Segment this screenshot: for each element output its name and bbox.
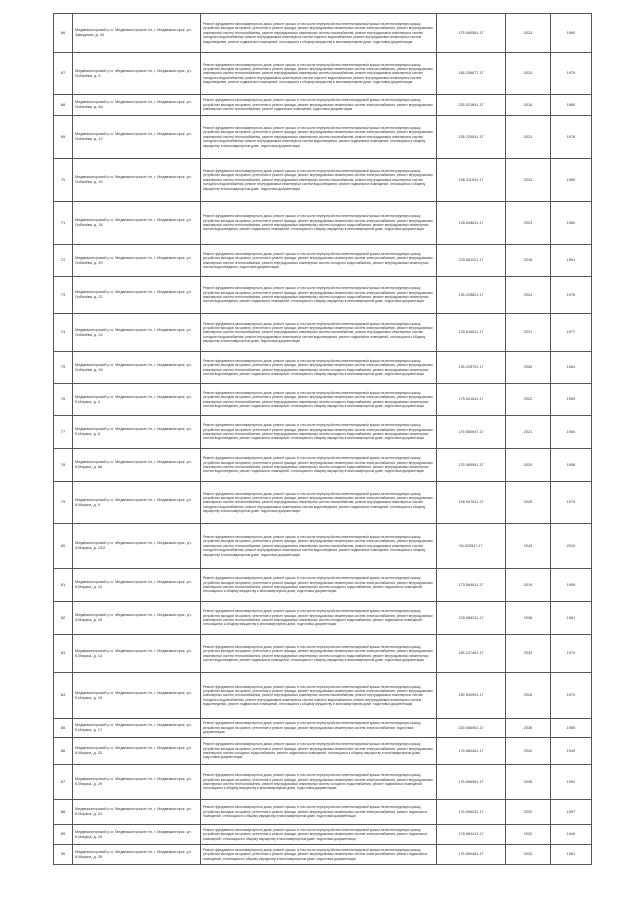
row-year-built: 1949 — [551, 738, 592, 765]
row-address: Медвежьегорский р-н, Медвежьегорское г/п, г. Медвежьегорск, ул. К.Маркса, д. 20 — [73, 738, 201, 765]
table-row — [54, 352, 592, 384]
table-row — [54, 673, 592, 719]
row-amount: 225 561101.17 — [437, 245, 506, 277]
table-row — [54, 416, 592, 449]
row-works: Ремонт фундамента многоквартирного дома, ремонт крыши, в том числе переустройство невентилируемой крыши на вентилируемую крышу, устройство выходов на кровлю, утепление и ремонт фасада, ремонт внутридомовых инженерных систем электроснабжения, ремонт внутридомовых инженерных систем холодного водоснабжения, ремонт подвальных помещений, относящихся к общему имуществу в многоквартирном доме, подготовка документации — [201, 738, 437, 765]
row-number: 81 — [54, 569, 73, 602]
row-number: 76 — [54, 384, 73, 416]
row-number: 84 — [54, 673, 73, 719]
row-number: 71 — [54, 202, 73, 245]
row-works: Ремонт фундамента многоквартирного дома, ремонт крыши, в том числе переустройство невентилируемой крыши на вентилируемую крышу, устройство выходов на кровлю, утепление и ремонт фасада, ремонт внутридомовых инженерных систем электроснабжения, ремонт внутридомовых инженерных систем теплоснабжения, ремонт внутридомовых инженерных систем холодного водоснабжения, ремонт подвальных помещений, относящихся к общему имуществу в многоквартирном доме, подготовка документации — [201, 602, 437, 635]
row-address: Медвежьегорский р-н, Медвежьегорское г/п, г. Медвежьегорск, ул. К.Маркса, д. 15 — [73, 602, 201, 635]
row-amount: 176 660461.17 — [437, 738, 506, 765]
row-amount: 225 521841.17 — [437, 95, 506, 116]
row-number: 85 — [54, 719, 73, 738]
row-address: Медвежьегорский р-н, Медвежьегорское г/п, г. Медвежьегорск, ул. К.Маркса, д. 31 — [73, 800, 201, 825]
row-amount: 176 660411.17 — [437, 825, 506, 845]
row-year-plan: 2036 — [506, 602, 551, 635]
table-row — [54, 635, 592, 673]
row-number: 73 — [54, 277, 73, 314]
table-row — [54, 602, 592, 635]
table-row — [54, 482, 592, 524]
row-address: Медвежьегорский р-н, Медвежьегорское г/п, г. Медвежьегорск, ул. Лобачёва, д. 24 — [73, 314, 201, 352]
row-year-plan: 2043 — [506, 524, 551, 569]
row-works: Ремонт фундамента многоквартирного дома, ремонт крыши, в том числе переустройство невентилируемой крыши на вентилируемую крышу, устройство выходов на кровлю, утепление и ремонт фасада, ремонт внутридомовых инженерных систем электроснабжения, ремонт внутридомовых инженерных систем теплоснабжения, ремонт внутридомовых инженерных систем холодного водоснабжения, ремонт подвальных помещений, относящихся к общему имуществу в многоквартирном доме, подготовка документации — [201, 765, 437, 800]
row-works: Ремонт фундамента многоквартирного дома, ремонт крыши, в том числе переустройство невентилируемой крыши на вентилируемую крышу, устройство выходов на кровлю, утепление и ремонт фасада, ремонт внутридомовых инженерных систем электроснабжения, ремонт внутридомовых инженерных систем теплоснабжения, ремонт внутридомовых инженерных систем газоснабжения, ремонт внутридомовых инженерных систем холодного водоснабжения, ремонт внутридомовых инженерных систем водоотведения, ремонт подвальных помещений, относящихся к общему имуществу в многоквартирном доме, подготовка документации — [201, 524, 437, 569]
row-number: 90 — [54, 845, 73, 865]
row-works: Ремонт фундамента многоквартирного дома, ремонт крыши, в том числе переустройство невентилируемой крыши на вентилируемую крышу, устройство выходов на кровлю, утепление и ремонт фасада, ремонт внутридомовых инженерных систем электроснабжения, ремонт внутридомовых инженерных систем теплоснабжения, ремонт внутридомовых инженерных систем газоснабжения, ремонт внутридомовых инженерных систем холодного водоснабжения, ремонт внутридомовых инженерных систем водоотведения, ремонт подвальных помещений, относящихся к общему имуществу в многоквартирном доме, подготовка документации — [201, 116, 437, 159]
row-number: 68 — [54, 95, 73, 116]
document-page — [53, 13, 591, 865]
row-number: 69 — [54, 116, 73, 159]
row-address: Медвежьегорский р-н, Медвежьегорское г/п, г. Медвежьегорск, ул. К.Маркса, д. 14 — [73, 635, 201, 673]
row-year-plan: 2020 — [506, 845, 551, 865]
row-works: Ремонт фундамента многоквартирного дома, ремонт крыши, в том числе переустройство невентилируемой крыши на вентилируемую крышу, устройство выходов на кровлю, утепление и ремонт фасада, ремонт внутридомовых инженерных систем электроснабжения, ремонт внутридомовых инженерных систем теплоснабжения, ремонт внутридомовых инженерных систем газоснабжения, ремонт внутридомовых инженерных систем холодного водоснабжения, ремонт внутридомовых инженерных систем водоотведения, ремонт подвальных помещений, относящихся к общему имуществу в многоквартирном доме, подготовка документации — [201, 159, 437, 202]
table-body — [54, 14, 592, 865]
row-address: Медвежьегорский р-н, Медвежьегорское г/п, г. Медвежьегорск, ул. Лобачёва, д. 22 — [73, 277, 201, 314]
row-year-plan: 2016 — [506, 95, 551, 116]
row-works: Ремонт фундамента многоквартирного дома, ремонт крыши, в том числе переустройство невентилируемой крыши на вентилируемую крышу, устройство выходов на кровлю, утепление и ремонт фасада, ремонт внутридомовых инженерных систем электроснабжения, ремонт внутридомовых инженерных систем теплоснабжения, ремонт внутридомовых инженерных систем холодного водоснабжения, ремонт внутридомовых инженерных систем водоотведения, подготовка документации — [201, 245, 437, 277]
row-year-built: 1964 — [551, 352, 592, 384]
row-number: 80 — [54, 524, 73, 569]
row-number: 87 — [54, 765, 73, 800]
table-row — [54, 53, 592, 95]
row-works: Ремонт фундамента многоквартирного дома, ремонт крыши, в том числе переустройство невентилируемой крыши на вентилируемую крышу, устройство выходов на кровлю, утепление и ремонт фасада, ремонт внутридомовых инженерных систем электроснабжения, ремонт внутридомовых инженерных систем теплоснабжения, ремонт внутридомовых инженерных систем холодного водоснабжения, ремонт внутридомовых инженерных систем водоотведения, ремонт подвальных помещений, относящихся к общему имуществу в многоквартирном доме, подготовка документации — [201, 277, 437, 314]
row-number: 77 — [54, 416, 73, 449]
row-year-plan: 2021 — [506, 116, 551, 159]
row-address: Медвежьегорский р-н, Медвежьегорское г/п, г. Медвежьегорск, ул. К.Маркса, д. 8а — [73, 449, 201, 482]
row-address: Медвежьегорский р-н, Медвежьегорское г/п, г. Медвежьегорск, ул. К.Маркса, д. 29 — [73, 765, 201, 800]
row-amount: 225 656061.17 — [437, 719, 506, 738]
row-year-built: 2013 — [551, 524, 592, 569]
row-year-built: 1976 — [551, 277, 592, 314]
row-address: Медвежьегорский р-н, Медвежьегорское г/п, г. Медвежьегорск, ул. К.Маркса, д. 17 — [73, 719, 201, 738]
row-number: 74 — [54, 314, 73, 352]
row-year-built: 1975 — [551, 482, 592, 524]
row-year-plan: 2040 — [506, 738, 551, 765]
row-amount: 175 564611.17 — [437, 569, 506, 602]
table-row — [54, 116, 592, 159]
row-works: Ремонт фундамента многоквартирного дома, ремонт крыши, в том числе переустройство невентилируемой крыши на вентилируемую крышу, устройство выходов на кровлю, утепление и ремонт фасада, ремонт внутридомовых инженерных систем электроснабжения, ремонт внутридомовых инженерных систем теплоснабжения, ремонт внутридомовых инженерных систем газоснабжения, ремонт внутридомовых инженерных систем холодного водоснабжения, ремонт внутридомовых инженерных систем водоотведения, ремонт подвальных помещений, относящихся к общему имуществу в многоквартирном доме, подготовка документации — [201, 482, 437, 524]
row-amount: 176 656961.17 — [437, 765, 506, 800]
row-number: 79 — [54, 482, 73, 524]
row-address: Медвежьегорский р-н, Медвежьегорское г/п, г. Медвежьегорск, ул. Заводская, д. 30 — [73, 14, 201, 53]
row-number: 83 — [54, 635, 73, 673]
row-amount: 175 541611.17 — [437, 384, 506, 416]
row-year-built: 1960 — [551, 202, 592, 245]
row-amount: 155 547611.17 — [437, 482, 506, 524]
row-address: Медвежьегорский р-н, Медвежьегорское г/п, г. Медвежьегорск, ул. К.Маркса, д. 4 — [73, 384, 201, 416]
row-amount: 135 225041.17 — [437, 116, 506, 159]
row-works: Ремонт фундамента многоквартирного дома, ремонт крыши, в том числе переустройство невентилируемой крыши на вентилируемую крышу, устройство выходов на кровлю, утепление и ремонт фасада, ремонт внутридомовых инженерных систем электроснабжения, ремонт подвальных помещений, относящихся к общему имуществу в многоквартирном доме, подготовка документации — [201, 800, 437, 825]
row-amount: 155 227461.17 — [437, 635, 506, 673]
row-works: Ремонт фундамента многоквартирного дома, ремонт крыши, в том числе переустройство невентилируемой крыши на вентилируемую крышу, устройство выходов на кровлю, утепление и ремонт фасада, ремонт внутридомовых инженерных систем электроснабжения, подготовка документации — [201, 719, 437, 738]
table-row — [54, 825, 592, 845]
row-number: 89 — [54, 825, 73, 845]
row-works: Ремонт фундамента многоквартирного дома, ремонт крыши, в том числе переустройство невентилируемой крыши на вентилируемую крышу, устройство выходов на кровлю, утепление и ремонт фасада, ремонт внутридомовых инженерных систем электроснабжения, ремонт внутридомовых инженерных систем теплоснабжения, ремонт внутридомовых инженерных систем газоснабжения, ремонт внутридомовых инженерных систем холодного водоснабжения, ремонт внутридомовых инженерных систем водоотведения, ремонт подвальных помещений, относящихся к общему имуществу в многоквартирном доме, подготовка документации — [201, 314, 437, 352]
table-row — [54, 719, 592, 738]
table-row — [54, 95, 592, 116]
row-year-plan: 2021 — [506, 416, 551, 449]
row-amount: 225 656211.17 — [437, 602, 506, 635]
row-number: 66 — [54, 14, 73, 53]
row-number: 72 — [54, 245, 73, 277]
row-address: Медвежьегорский р-н, Медвежьегорское г/п, г. Медвежьегорск, ул. Лобачёва, д. 16 — [73, 159, 201, 202]
row-year-plan: 2036 — [506, 719, 551, 738]
row-year-built: 1960 — [551, 14, 592, 53]
row-amount: 155 540901.17 — [437, 673, 506, 719]
row-works: Ремонт фундамента многоквартирного дома, ремонт крыши, в том числе переустройство невентилируемой крыши на вентилируемую крышу, устройство выходов на кровлю, утепление и ремонт фасада, ремонт внутридомовых инженерных систем электроснабжения, ремонт внутридомовых инженерных систем теплоснабжения, ремонт подвальных помещений, подготовка документации — [201, 95, 437, 116]
table-row — [54, 524, 592, 569]
row-year-built: 1961 — [551, 245, 592, 277]
row-address: Медвежьегорский р-н, Медвежьегорское г/п, г. Медвежьегорск, ул. Лобачёва, д. 20 — [73, 245, 201, 277]
row-address: Медвежьегорский р-н, Медвежьегорское г/п, г. Медвежьегорск, ул. К.Маркса, д. 12 — [73, 569, 201, 602]
row-number: 86 — [54, 738, 73, 765]
row-number: 75 — [54, 352, 73, 384]
row-works: Ремонт фундамента многоквартирного дома, ремонт крыши, в том числе переустройство невентилируемой крыши на вентилируемую крышу, устройство выходов на кровлю, утепление и ремонт фасада, ремонт внутридомовых инженерных систем электроснабжения, ремонт внутридомовых инженерных систем теплоснабжения, ремонт внутридомовых инженерных систем холодного водоснабжения, ремонт внутридомовых инженерных систем водоотведения, ремонт подвальных помещений, относящихся к общему имуществу в многоквартирном доме, подготовка документации — [201, 635, 437, 673]
row-year-built: 1974 — [551, 635, 592, 673]
row-works: Ремонт фундамента многоквартирного дома, ремонт крыши, в том числе переустройство невентилируемой крыши на вентилируемую крышу, устройство выходов на кровлю, утепление и ремонт фасада, ремонт внутридомовых инженерных систем электроснабжения, ремонт внутридомовых инженерных систем теплоснабжения, ремонт внутридомовых инженерных систем холодного водоснабжения, ремонт внутридомовых инженерных систем водоотведения, ремонт подвальных помещений, относящихся к общему имуществу в многоквартирном доме, подготовка документации — [201, 202, 437, 245]
row-year-built: 1959 — [551, 569, 592, 602]
row-works: Ремонт фундамента многоквартирного дома, ремонт крыши, в том числе переустройство невентилируемой крыши на вентилируемую крышу, устройство выходов на кровлю, утепление и ремонт фасада, ремонт внутридомовых инженерных систем электроснабжения, ремонт внутридомовых инженерных систем теплоснабжения, ремонт внутридомовых инженерных систем холодного водоснабжения, ремонт подвальных помещений, относящихся к общему имуществу в многоквартирном доме, подготовка документации — [201, 569, 437, 602]
row-year-built: 1981 — [551, 602, 592, 635]
row-amount: 05 520547.17 — [437, 524, 506, 569]
table-row — [54, 314, 592, 352]
row-year-plan: 2020 — [506, 825, 551, 845]
row-amount: 135 616611.17 — [437, 314, 506, 352]
row-year-plan: 2033 — [506, 635, 551, 673]
row-address: Медвежьегорский р-н, Медвежьегорское г/п, г. Медвежьегорск, ул. К.Маркса, д. 10/2 — [73, 524, 201, 569]
row-year-built: 1980 — [551, 719, 592, 738]
row-year-plan: 2023 — [506, 14, 551, 53]
table-row — [54, 765, 592, 800]
row-amount: 156 236677.17 — [437, 53, 506, 95]
row-year-plan: 2019 — [506, 569, 551, 602]
row-address: Медвежьегорский р-н, Медвежьегорское г/п, г. Медвежьегорск, ул. Лобачёва, д. 12 — [73, 116, 201, 159]
row-year-built: 1957 — [551, 800, 592, 825]
row-address: Медвежьегорский р-н, Медвежьегорское г/п, г. Медвежьегорск, ул. К.Маркса, д. 9 — [73, 482, 201, 524]
row-works: Ремонт фундамента многоквартирного дома, ремонт крыши, в том числе переустройство невентилируемой крыши на вентилируемую крышу, устройство выходов на кровлю, утепление и ремонт фасада, ремонт внутридомовых инженерных систем электроснабжения, ремонт внутридомовых инженерных систем теплоснабжения, ремонт внутридомовых инженерных систем холодного водоснабжения, ремонт внутридомовых инженерных систем водоотведения, ремонт подвальных помещений, относящихся к общему имуществу в многоквартирном доме, подготовка документации — [201, 416, 437, 449]
row-address: Медвежьегорский р-н, Медвежьегорское г/п, г. Медвежьегорск, ул. Лобачёва, д. 5 — [73, 53, 201, 95]
row-year-plan: 2021 — [506, 314, 551, 352]
row-works: Ремонт фундамента многоквартирного дома, ремонт крыши, в том числе переустройство невентилируемой крыши на вентилируемую крышу, устройство выходов на кровлю, утепление и ремонт фасада, ремонт внутридомовых инженерных систем электроснабжения, ремонт внутридомовых инженерных систем теплоснабжения, ремонт внутридомовых инженерных систем холодного водоснабжения, ремонт внутридомовых инженерных систем водоотведения, ремонт подвальных помещений, относящихся к общему имуществу в многоквартирном доме, подготовка документации — [201, 352, 437, 384]
row-year-plan: 2020 — [506, 800, 551, 825]
row-year-built: 1977 — [551, 314, 592, 352]
row-year-plan: 2016 — [506, 245, 551, 277]
capital-repair-table — [53, 13, 592, 865]
row-works: Ремонт фундамента многоквартирного дома, ремонт крыши, в том числе переустройство невентилируемой крыши на вентилируемую крышу, устройство выходов на кровлю, утепление и ремонт фасада, ремонт внутридомовых инженерных систем электроснабжения, ремонт внутридомовых инженерных систем теплоснабжения, ремонт внутридомовых инженерных систем газоснабжения, ремонт внутридомовых инженерных систем холодного водоснабжения, ремонт внутридомовых инженерных систем горячего водоснабжения, ремонт внутридомовых инженерных систем водоотведения, ремонт подвальных помещений, относящихся к общему имуществу в многоквартирном доме, подготовка документации — [201, 53, 437, 95]
row-address: Медвежьегорский р-н, Медвежьегорское г/п, г. Медвежьегорск, ул. К.Маркса, д. 16 — [73, 673, 201, 719]
row-works: Ремонт фундамента многоквартирного дома, ремонт крыши, в том числе переустройство невентилируемой крыши на вентилируемую крышу, устройство выходов на кровлю, утепление и ремонт фасада, ремонт внутридомовых инженерных систем электроснабжения, ремонт подвальных помещений, относящихся к общему имуществу в многоквартирном доме, подготовка документации — [201, 825, 437, 845]
row-year-built: 1961 — [551, 845, 592, 865]
row-year-plan: 2028 — [506, 673, 551, 719]
row-year-plan: 2028 — [506, 482, 551, 524]
row-year-plan: 2020 — [506, 449, 551, 482]
row-year-plan: 2036 — [506, 765, 551, 800]
row-number: 67 — [54, 53, 73, 95]
row-year-built: 1970 — [551, 673, 592, 719]
table-row — [54, 245, 592, 277]
row-year-built: 1985 — [551, 159, 592, 202]
table-row — [54, 14, 592, 53]
row-address: Медвежьегорский р-н, Медвежьегорское г/п, г. Медвежьегорск, ул. К.Маркса, д. 35 — [73, 845, 201, 865]
row-year-built: 1952 — [551, 765, 592, 800]
row-amount: 135 225821.17 — [437, 277, 506, 314]
table-row — [54, 569, 592, 602]
row-address: Медвежьегорский р-н, Медвежьегорское г/п, г. Медвежьегорск, ул. Лобачёва, д. 6а — [73, 95, 201, 116]
row-number: 88 — [54, 800, 73, 825]
row-year-built: 1958 — [551, 449, 592, 482]
row-year-built: 1975 — [551, 53, 592, 95]
table-row — [54, 800, 592, 825]
row-works: Ремонт фундамента многоквартирного дома, ремонт крыши, в том числе переустройство невентилируемой крыши на вентилируемую крышу, устройство выходов на кровлю, утепление и ремонт фасада, ремонт внутридомовых инженерных систем электроснабжения, ремонт внутридомовых инженерных систем теплоснабжения, ремонт внутридомовых инженерных систем холодного водоснабжения, ремонт внутридомовых инженерных систем водоотведения, ремонт подвальных помещений, относящихся к общему имуществу в многоквартирном доме, подготовка документации — [201, 384, 437, 416]
row-year-built: 1976 — [551, 116, 592, 159]
row-works: Ремонт фундамента многоквартирного дома, ремонт крыши, в том числе переустройство невентилируемой крыши на вентилируемую крышу, устройство выходов на кровлю, утепление и ремонт фасада, ремонт внутридомовых инженерных систем электроснабжения, ремонт подвальных помещений, относящихся к общему имуществу в многоквартирном доме, подготовка документации — [201, 845, 437, 865]
row-works: Ремонт фундамента многоквартирного дома, ремонт крыши, в том числе переустройство невентилируемой крыши на вентилируемую крышу, устройство выходов на кровлю, утепление и ремонт фасада, ремонт внутридомовых инженерных систем электроснабжения, ремонт внутридомовых инженерных систем теплоснабжения, ремонт внутридомовых инженерных систем холодного водоснабжения, ремонт внутридомовых инженерных систем водоотведения, ремонт подвальных помещений, относящихся к общему имуществу в многоквартирном доме, подготовка документации — [201, 449, 437, 482]
row-year-built: 1980 — [551, 95, 592, 116]
table-row — [54, 845, 592, 865]
row-year-plan: 2023 — [506, 202, 551, 245]
row-number: 78 — [54, 449, 73, 482]
row-address: Медвежьегорский р-н, Медвежьегорское г/п, г. Медвежьегорск, ул. К.Маркса, д. 33 — [73, 825, 201, 845]
table-row — [54, 202, 592, 245]
row-year-plan: 2024 — [506, 159, 551, 202]
table-row — [54, 277, 592, 314]
row-address: Медвежьегорский р-н, Медвежьегорское г/п, г. Медвежьегорск, ул. Лобачёва, д. 26 — [73, 352, 201, 384]
row-year-plan: 2022 — [506, 384, 551, 416]
row-amount: 176 650547.17 — [437, 416, 506, 449]
row-number: 70 — [54, 159, 73, 202]
row-year-plan: 2024 — [506, 53, 551, 95]
row-amount: 176 660461.17 — [437, 845, 506, 865]
table-row — [54, 384, 592, 416]
table-row — [54, 738, 592, 765]
row-year-plan: 2030 — [506, 352, 551, 384]
row-amount: 176 656231.17 — [437, 800, 506, 825]
row-amount: 175 540561.17 — [437, 14, 506, 53]
row-number: 82 — [54, 602, 73, 635]
row-amount: 135 225701.17 — [437, 352, 506, 384]
row-year-built: 1960 — [551, 416, 592, 449]
row-year-built: 1959 — [551, 384, 592, 416]
table-row — [54, 449, 592, 482]
row-address: Медвежьегорский р-н, Медвежьегорское г/п, г. Медвежьегорск, ул. К.Маркса, д. 6 — [73, 416, 201, 449]
row-year-plan: 2024 — [506, 277, 551, 314]
row-works: Ремонт фундамента многоквартирного дома, ремонт крыши, в том числе переустройство невентилируемой крыши на вентилируемую крышу, устройство выходов на кровлю, утепление и ремонт фасада, ремонт внутридомовых инженерных систем электроснабжения, ремонт внутридомовых инженерных систем теплоснабжения, ремонт внутридомовых инженерных систем газоснабжения, ремонт внутридомовых инженерных систем холодного водоснабжения, ремонт внутридомовых инженерных систем горячего водоснабжения, ремонт внутридомовых инженерных систем водоотведения, ремонт подвальных помещений, относящихся к общему имуществу в многоквартирном доме, подготовка документации — [201, 673, 437, 719]
row-year-built: 1949 — [551, 825, 592, 845]
table-row — [54, 159, 592, 202]
row-amount: 156 311941.17 — [437, 159, 506, 202]
row-amount: 135 628611.17 — [437, 202, 506, 245]
row-address: Медвежьегорский р-н, Медвежьегорское г/п, г. Медвежьегорск, ул. Лобачёва, д. 18 — [73, 202, 201, 245]
row-works: Ремонт фундамента многоквартирного дома, ремонт крыши, в том числе переустройство невентилируемой крыши на вентилируемую крышу, устройство выходов на кровлю, утепление и ремонт фасада, ремонт внутридомовых инженерных систем электроснабжения, ремонт внутридомовых инженерных систем теплоснабжения, ремонт внутридомовых инженерных систем газоснабжения, ремонт внутридомовых инженерных систем холодного водоснабжения, ремонт внутридомовых инженерных систем горячего водоснабжения, ремонт внутридомовых инженерных систем водоотведения, ремонт подвальных помещений, относящихся к общему имуществу в многоквартирном доме, подготовка документации — [201, 14, 437, 53]
row-amount: 176 565591.17 — [437, 449, 506, 482]
